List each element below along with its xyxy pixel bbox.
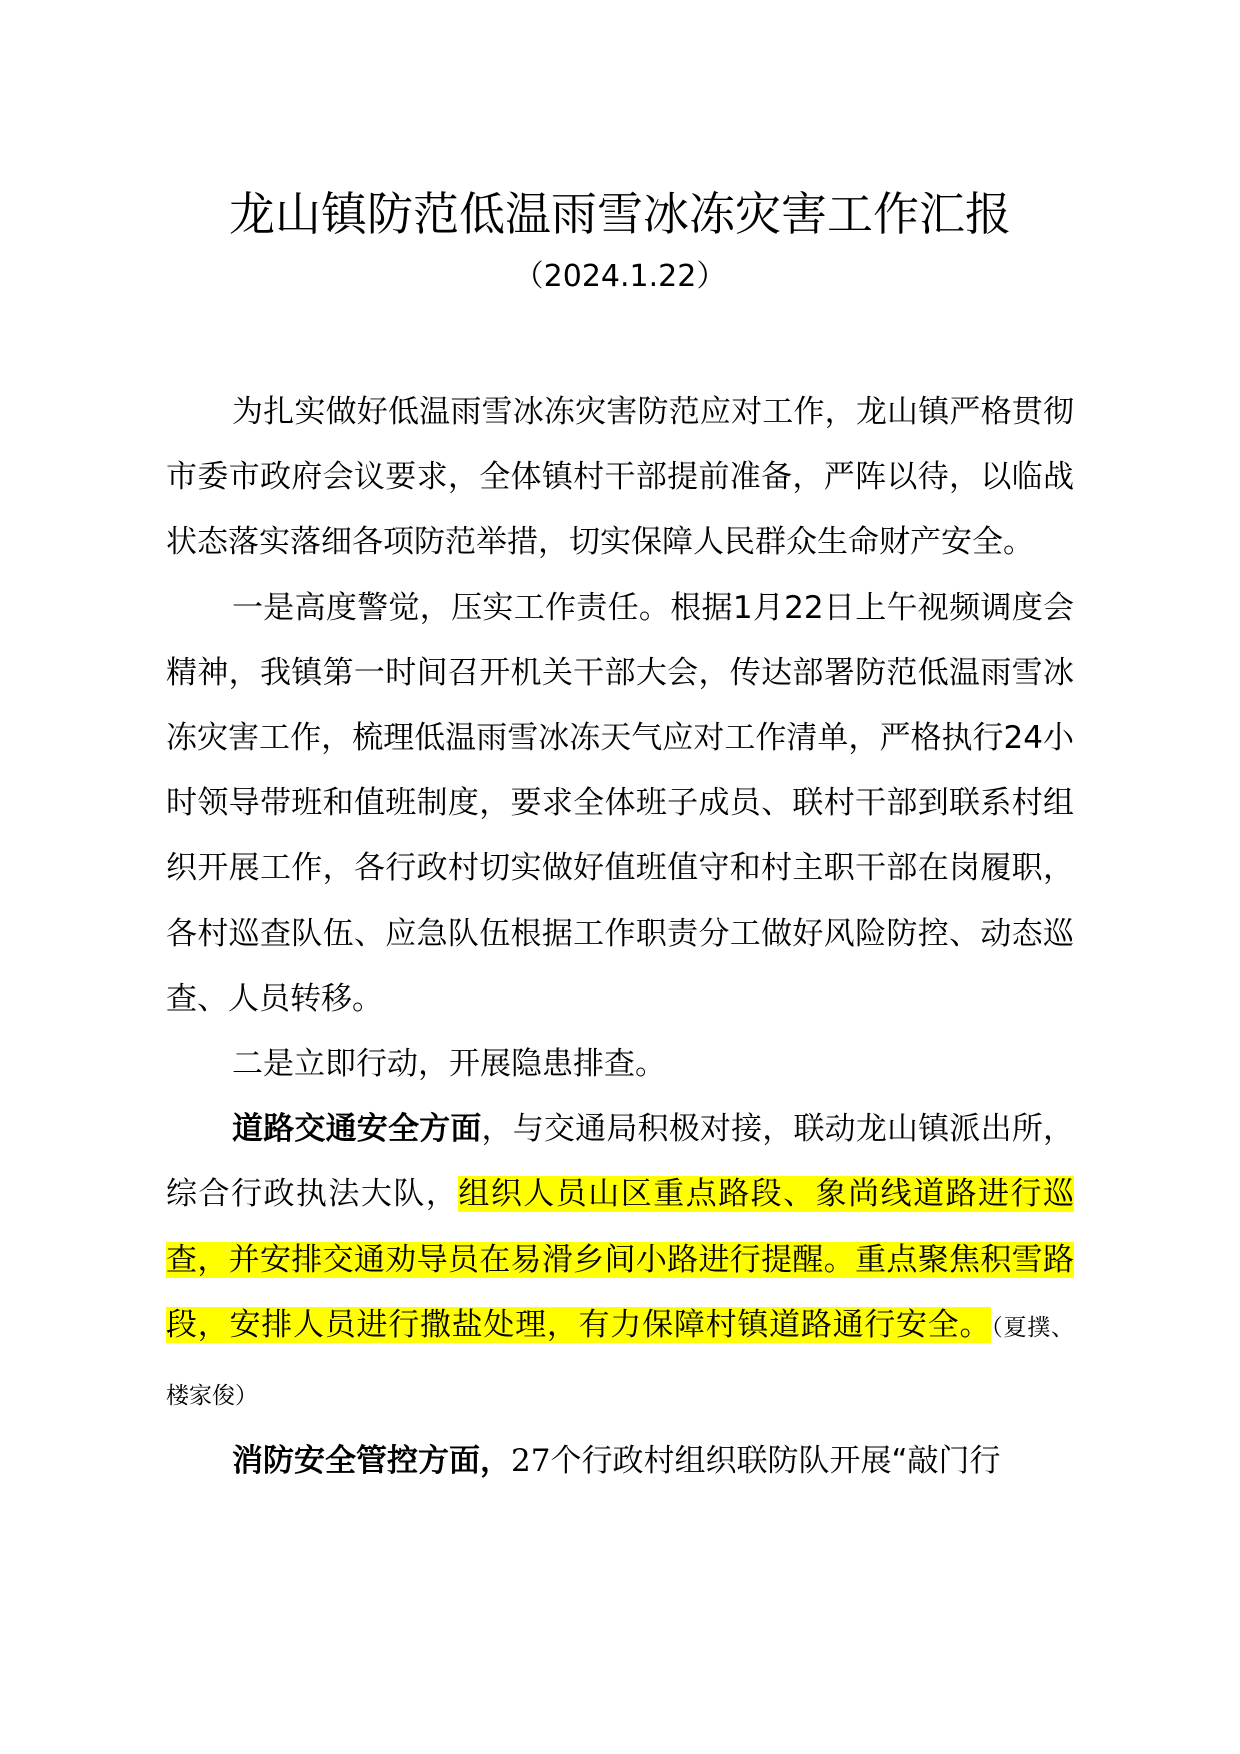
fire-text: 个行政村组织联防队开展“敲门行 (550, 1443, 1001, 1480)
road-text: ，与交通局积极对接，联动龙山镇派出所，综合行政执法大队， (166, 1111, 1075, 1213)
section1-text: 根据1月22日上午视频调度会精神，我镇第一时间召开机关干部大会，传达部署防范低温雨雪冰冻灾害工作，梳理低温雨雪冰冻天气应对工作清单，严格执行24小时领导带班和值班制度，要求全体班子成员、联村干部到联系村组织开展工作，各行政村切实做好值班值守和村主职干部在岗履职，各村巡查队伍、应急队伍根据工作职责分工做好风险防控、动态巡查、人员转移。 (166, 589, 1075, 1017)
document-body (166, 380, 1074, 1494)
section2-paragraph (166, 1032, 1074, 1097)
intro-text: 为扎实做好低温雨雪冰冻灾害防范应对工作，龙山镇严格贯彻市委市政府会议要求，全体镇村干部提前准备，严阵以待，以临战状态落实落细各项防范举措，切实保障人民群众生命财产安全。 (166, 394, 1074, 561)
section1-heading: 一是高度警觉，压实工作责任。 (232, 589, 671, 626)
fire-paragraph (166, 1429, 1074, 1494)
fire-heading: 消防安全管控方面， (232, 1443, 511, 1480)
road-heading: 道路交通安全方面 (232, 1111, 482, 1148)
section1-paragraph (166, 576, 1074, 1032)
document-date: （2024.1.22） (513, 259, 727, 294)
fire-number: 27 (511, 1443, 551, 1480)
document-title: 龙山镇防范低温雨雪冰冻灾害工作汇报 (229, 187, 1011, 241)
road-highlight: 组织人员山区重点路段、象尚线道路进行巡查，并安排交通劝导员在易滑乡间小路进行提醒。重点聚焦积雪路段，安排人员进行撒盐处理，有力保障村镇道路通行安全。 (166, 1176, 1075, 1343)
intro-paragraph (166, 380, 1074, 576)
road-paragraph (166, 1097, 1074, 1429)
section2-heading: 二是立即行动，开展隐患排查。 (232, 1046, 666, 1083)
road-persons: （夏撲、楼家俊） (166, 1314, 1075, 1410)
